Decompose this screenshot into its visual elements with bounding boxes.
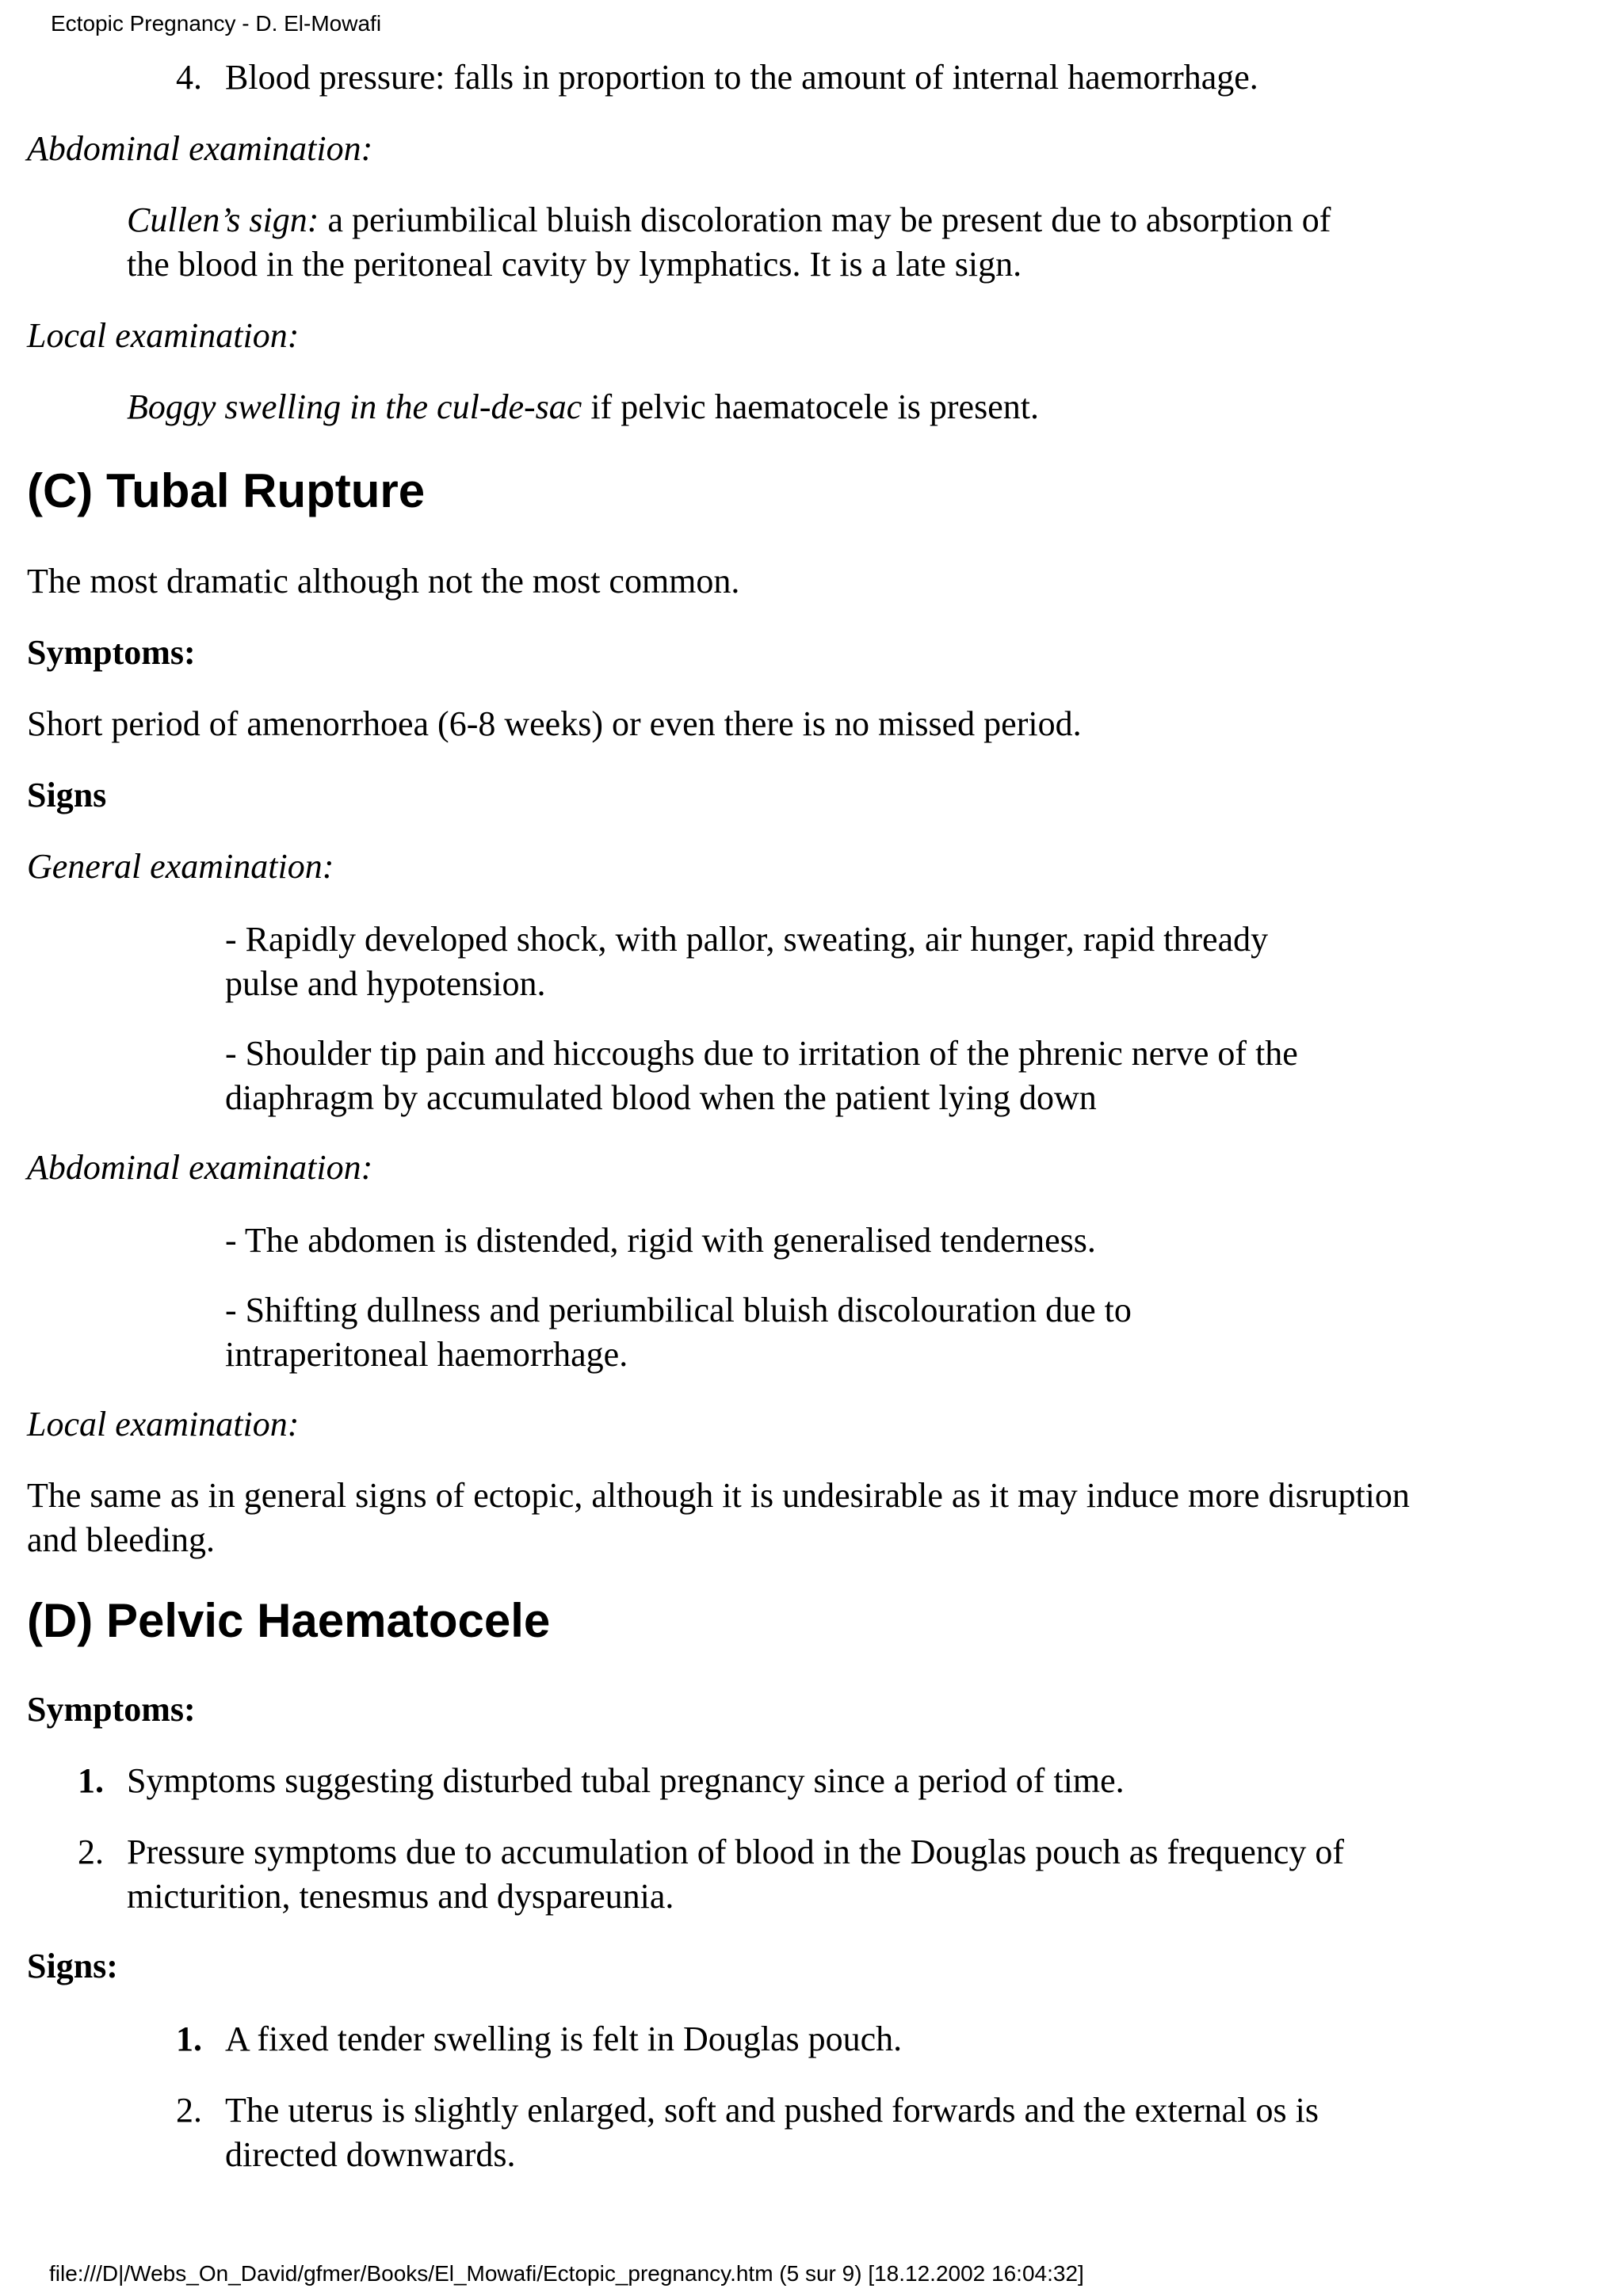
section-d-title: (D) Pelvic Haematocele [27, 1594, 551, 1647]
abdominal-exam-heading: Abdominal examination: [27, 129, 373, 168]
section-d-symptoms-heading: Symptoms: [27, 1690, 196, 1729]
abdominal-exam-heading-2: Abdominal examination: [27, 1148, 373, 1187]
page-footer-url: file:///D|/Webs_On_David/gfmer/Books/El_Mowafi/Ectopic_pregnancy.htm (5 sur 9) [18.12.2002 16:04:32] [49, 2261, 1084, 2286]
cullens-sign-term: Cullen’s sign: [127, 200, 319, 239]
section-c-symptoms-heading: Symptoms: [27, 633, 196, 672]
sign-2-number: 2. [176, 2091, 202, 2130]
symptom-1-number: 1. [78, 1761, 104, 1800]
symptom-2-line1: Pressure symptoms due to accumulation of blood in the Douglas pouch as frequency of [127, 1833, 1345, 1871]
abdominal-item-2-line1: - Shifting dullness and periumbilical bluish discolouration due to [225, 1291, 1132, 1329]
sign-1-text: A fixed tender swelling is felt in Douglas pouch. [225, 2019, 903, 2058]
sign-2-line2: directed downwards. [225, 2135, 516, 2174]
section-c-signs-heading: Signs [27, 776, 107, 814]
local-exam-text-line2: and bleeding. [27, 1520, 216, 1559]
general-item-1-line1: - Rapidly developed shock, with pallor, sweating, air hunger, rapid thready [225, 920, 1269, 959]
general-item-1-line2: pulse and hypotension. [225, 964, 546, 1003]
abdominal-item-2-line2: intraperitoneal haemorrhage. [225, 1335, 628, 1374]
cullens-sign-line1 [127, 198, 1331, 242]
local-exam-text-line1: The same as in general signs of ectopic, although it is undesirable as it may induce more disruption [27, 1476, 1410, 1515]
section-c-title: (C) Tubal Rupture [27, 464, 426, 517]
boggy-swelling-term: Boggy swelling in the cul-de-sac [127, 387, 582, 426]
symptom-2-number: 2. [78, 1833, 104, 1871]
sign-1-number: 1. [176, 2019, 202, 2058]
local-exam-heading: Local examination: [27, 316, 300, 355]
list-item-number: 4. [176, 58, 202, 97]
section-d-signs-heading: Signs: [27, 1947, 118, 1985]
general-item-2-line1: - Shoulder tip pain and hiccoughs due to irritation of the phrenic nerve of the [225, 1034, 1298, 1073]
symptom-1-text: Symptoms suggesting disturbed tubal pregnancy since a period of time. [127, 1761, 1125, 1800]
cullens-sign-text: a periumbilical bluish discoloration may be present due to absorption of [319, 200, 1331, 239]
sign-2-line1: The uterus is slightly enlarged, soft and pushed forwards and the external os is [225, 2091, 1319, 2130]
section-c-symptoms-text: Short period of amenorrhoea (6-8 weeks) or even there is no missed period. [27, 704, 1082, 743]
abdominal-item-1: - The abdomen is distended, rigid with generalised tenderness. [225, 1221, 1096, 1260]
symptom-2-line2: micturition, tenesmus and dyspareunia. [127, 1877, 674, 1916]
list-item-text: Blood pressure: falls in proportion to the amount of internal haemorrhage. [225, 58, 1258, 97]
boggy-swelling-text: if pelvic haematocele is present. [582, 387, 1039, 426]
page-header: Ectopic Pregnancy - D. El-Mowafi [51, 11, 382, 36]
general-exam-heading: General examination: [27, 847, 334, 886]
boggy-swelling-paragraph [127, 385, 1039, 429]
cullens-sign-line2: the blood in the peritoneal cavity by lymphatics. It is a late sign. [127, 245, 1022, 284]
general-item-2-line2: diaphragm by accumulated blood when the patient lying down [225, 1078, 1097, 1117]
local-exam-heading-2: Local examination: [27, 1405, 300, 1444]
section-c-intro: The most dramatic although not the most common. [27, 562, 740, 601]
